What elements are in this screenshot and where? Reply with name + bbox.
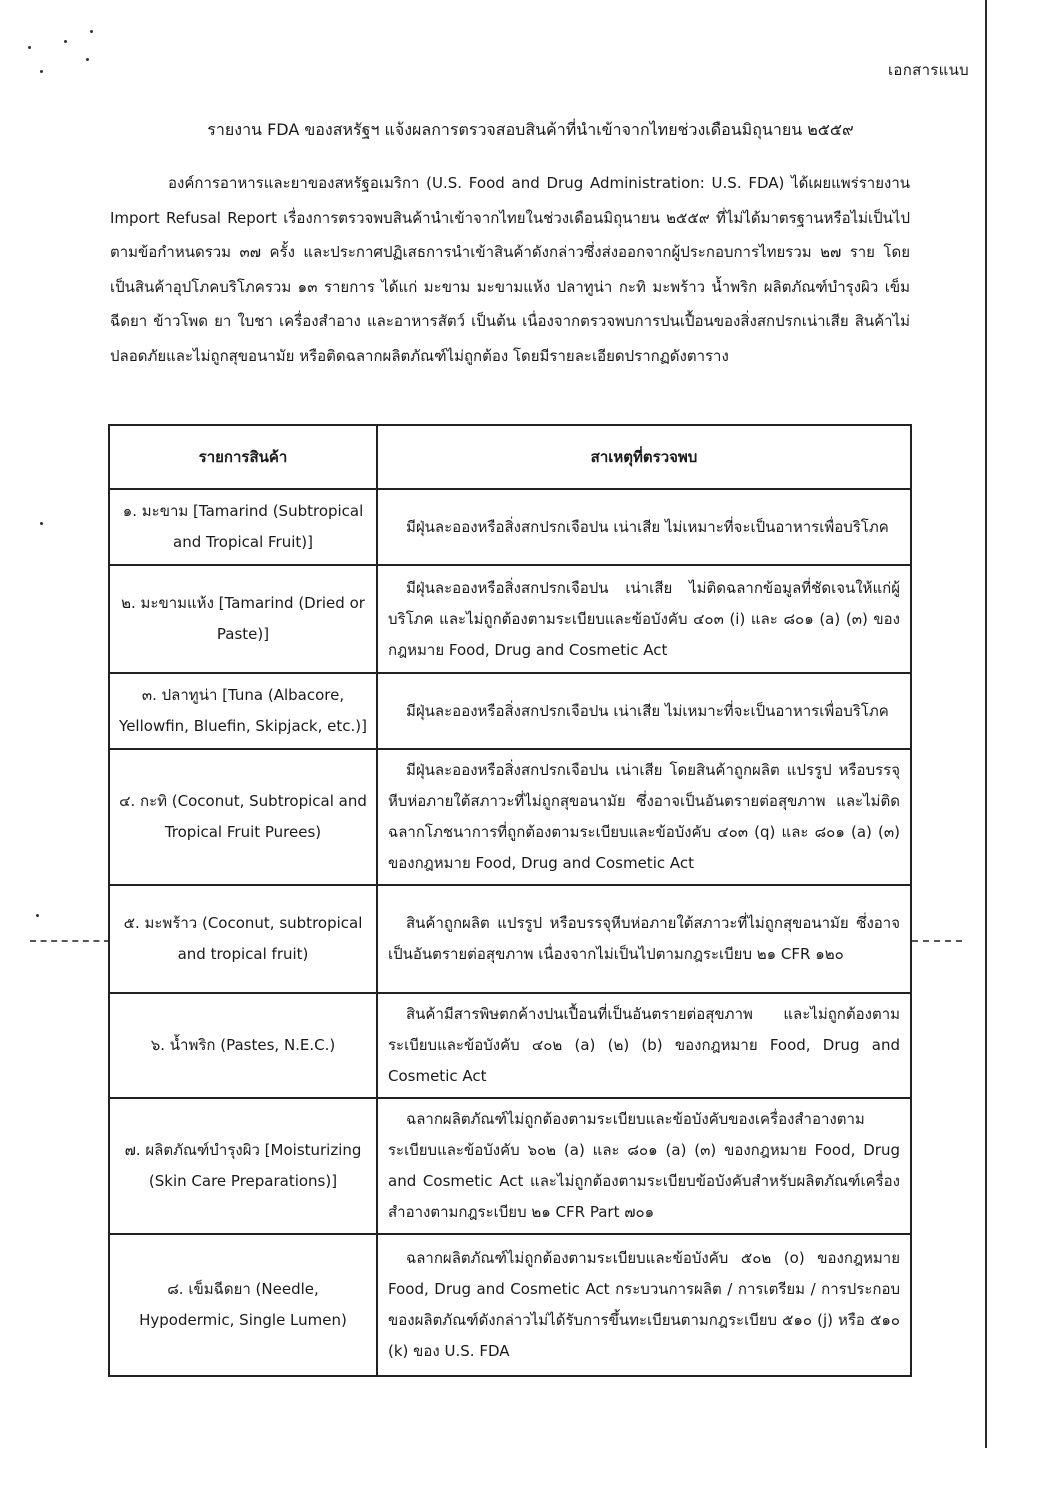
refusal-table [108,424,912,1377]
product-cell: ๑. มะขาม [Tamarind (Subtropical and Tropical Fruit)] [109,489,377,565]
table-row [109,885,911,993]
table-row [109,993,911,1098]
table-row [109,673,911,749]
header-cause: สาเหตุที่ตรวจพบ [377,425,911,489]
scan-speck [86,58,89,61]
scan-speck [40,70,43,73]
cause-cell: ฉลากผลิตภัณฑ์ไม่ถูกต้องตามระเบียบและข้อบังคับของเครื่องสำอางตามระเบียบและข้อบังคับ ๖๐๒ (a) และ ๘๐๑ (a) (๓) ของกฎหมาย Food, Drug and Cosmetic Act และไม่ถูกต้องตามระเบียบข้อบังคับสำหรับผลิตภัณฑ์เครื่องสำอางตามกฎระเบียบ ๒๑ CFR Part ๗๐๑ [377,1098,911,1234]
cause-cell: มีฝุ่นละอองหรือสิ่งสกปรกเจือปน เน่าเสีย โดยสินค้าถูกผลิต แปรรูป หรือบรรจุหีบห่อภายใต้สภาวะที่ไม่ถูกสุขอนามัย ซึ่งอาจเป็นอันตรายต่อสุขภาพ และไม่ติดฉลากโภชนาการที่ถูกต้องตามระเบียบและข้อบังคับ ๔๐๓ (q) และ ๘๐๑ (a) (๓) ของกฎหมาย Food, Drug and Cosmetic Act [377,749,911,885]
page-right-edge [985,0,987,1448]
fold-line-left [30,940,110,942]
header-product: รายการสินค้า [109,425,377,489]
document-title: รายงาน FDA ของสหรัฐฯ แจ้งผลการตรวจสอบสินค้าที่นำเข้าจากไทยช่วงเดือนมิถุนายน ๒๕๕๙ [207,120,854,139]
product-cell: ๗. ผลิตภัณฑ์บำรุงผิว [Moisturizing (Skin Care Preparations)] [109,1098,377,1234]
product-cell: ๖. น้ำพริก (Pastes, N.E.C.) [109,993,377,1098]
table-row [109,1234,911,1376]
cause-cell: สินค้ามีสารพิษตกค้างปนเปื้อนที่เป็นอันตรายต่อสุขภาพ และไม่ถูกต้องตามระเบียบและข้อบังคับ ๔๐๒ (a) (๒) (b) ของกฎหมาย Food, Drug and Cosmetic Act [377,993,911,1098]
product-cell: ๒. มะขามแห้ง [Tamarind (Dried or Paste)] [109,565,377,673]
attachment-label: เอกสารแนบ [888,61,969,79]
table-row [109,489,911,565]
scan-speck [28,46,31,49]
table-row [109,749,911,885]
product-cell: ๘. เข็มฉีดยา (Needle, Hypodermic, Single Lumen) [109,1234,377,1376]
fold-line-right [912,940,962,942]
cause-cell: สินค้าถูกผลิต แปรรูป หรือบรรจุหีบห่อภายใต้สภาวะที่ไม่ถูกสุขอนามัย ซึ่งอาจเป็นอันตรายต่อสุขภาพ เนื่องจากไม่เป็นไปตามกฎระเบียบ ๒๑ CFR ๑๒๐ [377,885,911,993]
cause-cell: มีฝุ่นละอองหรือสิ่งสกปรกเจือปน เน่าเสีย ไม่เหมาะที่จะเป็นอาหารเพื่อบริโภค [377,673,911,749]
scan-speck [64,40,67,43]
table-header-row [109,425,911,489]
scan-speck [90,30,93,33]
product-cell: ๔. กะทิ (Coconut, Subtropical and Tropical Fruit Purees) [109,749,377,885]
cause-cell: มีฝุ่นละอองหรือสิ่งสกปรกเจือปน เน่าเสีย ไม่เหมาะที่จะเป็นอาหารเพื่อบริโภค [377,489,911,565]
cause-cell: มีฝุ่นละอองหรือสิ่งสกปรกเจือปน เน่าเสีย ไม่ติดฉลากข้อมูลที่ชัดเจนให้แก่ผู้บริโภค และไม่ถูกต้องตามระเบียบและข้อบังคับ ๔๐๓ (i) และ ๘๐๑ (a) (๓) ของกฎหมาย Food, Drug and Cosmetic Act [377,565,911,673]
scan-speck [40,522,43,525]
table-row [109,1098,911,1234]
table-row [109,565,911,673]
scan-speck [36,914,39,917]
product-cell: ๕. มะพร้าว (Coconut, subtropical and tropical fruit) [109,885,377,993]
cause-cell: ฉลากผลิตภัณฑ์ไม่ถูกต้องตามระเบียบและข้อบังคับ ๕๐๒ (o) ของกฎหมาย Food, Drug and Cosmetic Act กระบวนการผลิต / การเตรียม / การประกอบของผลิตภัณฑ์ดังกล่าวไม่ได้รับการขึ้นทะเบียนตามกฎระเบียบ ๕๑๐ (j) หรือ ๕๑๐ (k) ของ U.S. FDA [377,1234,911,1376]
intro-paragraph: องค์การอาหารและยาของสหรัฐอเมริกา (U.S. Food and Drug Administration: U.S. FDA) ได้เผยแพร่รายงาน Import Refusal Report เรื่องการตรวจพบสินค้านำเข้าจากไทยในช่วงเดือนมิถุนายน ๒๕๕๙ ที่ไม่ได้มาตรฐานหรือไม่เป็นไปตามข้อกำหนดรวม ๓๗ ครั้ง และประกาศปฏิเสธการนำเข้าสินค้าดังกล่าวซึ่งส่งออกจากผู้ประกอบการไทยรวม ๒๗ ราย โดยเป็นสินค้าอุปโภคบริโภครวม ๑๓ รายการ ได้แก่ มะขาม มะขามแห้ง ปลาทูน่า กะทิ มะพร้าว น้ำพริก ผลิตภัณฑ์บำรุงผิว เข็มฉีดยา ข้าวโพด ยา ใบชา เครื่องสำอาง และอาหารสัตว์ เป็นต้น เนื่องจากตรวจพบการปนเปื้อนของสิ่งสกปรกเน่าเสีย สินค้าไม่ปลอดภัยและไม่ถูกสุขอนามัย หรือติดฉลากผลิตภัณฑ์ไม่ถูกต้อง โดยมีรายละเอียดปรากฏดังตาราง [110,174,910,365]
product-cell: ๓. ปลาทูน่า [Tuna (Albacore, Yellowfin, Bluefin, Skipjack, etc.)] [109,673,377,749]
